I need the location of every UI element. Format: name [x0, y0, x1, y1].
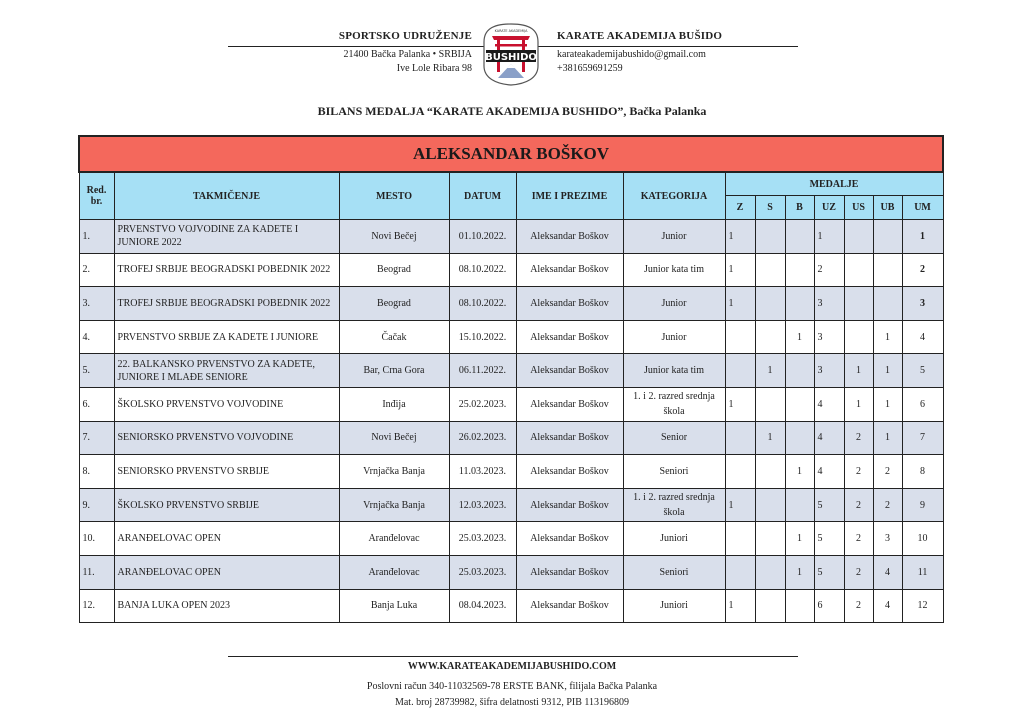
medal-ub: 1 — [873, 320, 902, 354]
club-association-label: SPORTSKO UDRUŽENJE — [338, 30, 472, 42]
header-right — [557, 30, 722, 76]
competition-place: Čačak — [339, 320, 449, 354]
col-header-z: Z — [725, 196, 755, 220]
competition-category: Junior kata tim — [623, 354, 725, 388]
medal-b — [785, 287, 814, 321]
table-row — [79, 522, 943, 556]
medal-um: 4 — [902, 320, 943, 354]
document-title: BILANS MEDALJA “KARATE AKADEMIJA BUSHIDO”, Bačka Palanka — [317, 104, 707, 118]
club-name: KARATE AKADEMIJA BUŠIDO — [557, 30, 723, 42]
address-line-1: 21400 Bačka Palanka • SRBIJA — [343, 49, 472, 60]
col-header-place: MESTO — [339, 172, 449, 220]
medal-b — [785, 387, 814, 421]
medal-us: 2 — [844, 555, 873, 589]
medal-us: 2 — [844, 421, 873, 455]
medal-z — [725, 522, 755, 556]
table-row — [79, 220, 943, 254]
medal-uz: 4 — [814, 421, 844, 455]
competition-date: 11.03.2023. — [449, 455, 516, 489]
medal-b: 1 — [785, 455, 814, 489]
medal-z — [725, 320, 755, 354]
medal-s: 1 — [755, 354, 785, 388]
col-header-b: B — [785, 196, 814, 220]
competition-place: Beograd — [339, 287, 449, 321]
medal-uz: 4 — [814, 455, 844, 489]
competition-date: 12.03.2023. — [449, 488, 516, 522]
medal-um: 9 — [902, 488, 943, 522]
competition-date: 26.02.2023. — [449, 421, 516, 455]
competition-place: Vrnjačka Banja — [339, 488, 449, 522]
medal-uz: 2 — [814, 253, 844, 287]
logo-text: BUSHIDO — [485, 52, 537, 63]
competition-name: PRVENSTVO SRBIJE ZA KADETE I JUNIORE — [114, 320, 339, 354]
medal-um: 7 — [902, 421, 943, 455]
competition-date: 08.10.2022. — [449, 287, 516, 321]
medal-b — [785, 589, 814, 623]
table-row — [79, 320, 943, 354]
row-number: 1. — [79, 220, 114, 254]
athlete-full-name: Aleksandar Boškov — [516, 320, 623, 354]
logo-small-text: KARATE AKADEMIJA — [494, 29, 528, 33]
competition-category: Seniori — [623, 455, 725, 489]
medal-z — [725, 555, 755, 589]
medal-us: 2 — [844, 455, 873, 489]
table-row — [79, 488, 943, 522]
footer-divider — [228, 656, 798, 657]
medal-b — [785, 488, 814, 522]
medal-s: 1 — [755, 421, 785, 455]
col-header-date: DATUM — [449, 172, 516, 220]
competition-place: Beograd — [339, 253, 449, 287]
competition-category: Junior kata tim — [623, 253, 725, 287]
medal-um: 5 — [902, 354, 943, 388]
col-header-um: UM — [902, 196, 943, 220]
competition-place: Vrnjačka Banja — [339, 455, 449, 489]
contact-email: karateakademijabushido@gmail.com — [557, 49, 706, 60]
competition-category: 1. i 2. razred srednja škola — [623, 387, 725, 421]
competition-date: 06.11.2022. — [449, 354, 516, 388]
competition-date: 25.03.2023. — [449, 522, 516, 556]
col-header-us: US — [844, 196, 873, 220]
medal-uz: 4 — [814, 387, 844, 421]
competition-date: 08.10.2022. — [449, 253, 516, 287]
medal-ub: 2 — [873, 488, 902, 522]
athlete-full-name: Aleksandar Boškov — [516, 455, 623, 489]
medal-b: 1 — [785, 320, 814, 354]
medal-ub — [873, 253, 902, 287]
athlete-full-name: Aleksandar Boškov — [516, 522, 623, 556]
competition-name: 22. BALKANSKO PRVENSTVO ZA KADETE, JUNIORE I MLAĐE SENIORE — [114, 354, 339, 388]
medal-us: 2 — [844, 488, 873, 522]
medal-ub: 1 — [873, 387, 902, 421]
competition-date: 08.04.2023. — [449, 589, 516, 623]
medal-s — [755, 455, 785, 489]
table-row — [79, 354, 943, 388]
medal-us: 1 — [844, 354, 873, 388]
medal-z — [725, 455, 755, 489]
footer-website: WWW.KARATEAKADEMIJABUSHIDO.COM — [407, 661, 617, 672]
medal-s — [755, 253, 785, 287]
table-row — [79, 253, 943, 287]
competition-category: Seniori — [623, 555, 725, 589]
medal-z: 1 — [725, 488, 755, 522]
row-number: 4. — [79, 320, 114, 354]
medal-s — [755, 488, 785, 522]
medal-us: 1 — [844, 387, 873, 421]
competition-category: Senior — [623, 421, 725, 455]
row-number: 5. — [79, 354, 114, 388]
competition-name: ARANĐELOVAC OPEN — [114, 555, 339, 589]
athlete-full-name: Aleksandar Boškov — [516, 387, 623, 421]
table-row — [79, 387, 943, 421]
table-row — [79, 555, 943, 589]
header-left — [300, 30, 472, 76]
bushido-logo — [480, 22, 542, 86]
col-header-medals: MEDALJE — [725, 172, 943, 196]
medal-us — [844, 320, 873, 354]
medal-ub: 4 — [873, 589, 902, 623]
medal-um: 6 — [902, 387, 943, 421]
competition-place: Inđija — [339, 387, 449, 421]
col-header-category: KATEGORIJA — [623, 172, 725, 220]
medal-b — [785, 220, 814, 254]
medal-z: 1 — [725, 253, 755, 287]
competition-place: Aranđelovac — [339, 555, 449, 589]
competition-date: 25.03.2023. — [449, 555, 516, 589]
medal-z: 1 — [725, 589, 755, 623]
col-header-competition: TAKMIČENJE — [114, 172, 339, 220]
medal-uz: 5 — [814, 488, 844, 522]
address-line-2: Ive Lole Ribara 98 — [396, 63, 472, 74]
medal-us — [844, 287, 873, 321]
row-number: 8. — [79, 455, 114, 489]
medal-s — [755, 220, 785, 254]
competition-name: ŠKOLSKO PRVENSTVO SRBIJE — [114, 488, 339, 522]
competition-place: Banja Luka — [339, 589, 449, 623]
col-header-s: S — [755, 196, 785, 220]
medal-b — [785, 354, 814, 388]
medal-um: 8 — [902, 455, 943, 489]
medal-ub: 1 — [873, 421, 902, 455]
table-row — [79, 287, 943, 321]
col-header-uz: UZ — [814, 196, 844, 220]
athlete-name-row — [79, 136, 943, 172]
medal-b — [785, 253, 814, 287]
medal-z — [725, 354, 755, 388]
medal-uz: 1 — [814, 220, 844, 254]
competition-date: 25.02.2023. — [449, 387, 516, 421]
competition-place: Aranđelovac — [339, 522, 449, 556]
table-row — [79, 589, 943, 623]
medal-uz: 6 — [814, 589, 844, 623]
medal-uz: 3 — [814, 320, 844, 354]
medal-s — [755, 387, 785, 421]
athlete-full-name: Aleksandar Boškov — [516, 287, 623, 321]
medal-table — [78, 135, 944, 623]
row-number: 7. — [79, 421, 114, 455]
row-number: 12. — [79, 589, 114, 623]
competition-category: Juniori — [623, 589, 725, 623]
header-row-1 — [79, 172, 943, 196]
medal-z: 1 — [725, 387, 755, 421]
table-row — [79, 421, 943, 455]
medal-um: 1 — [902, 220, 943, 254]
medal-uz: 3 — [814, 287, 844, 321]
medal-s — [755, 522, 785, 556]
competition-place: Novi Bečej — [339, 421, 449, 455]
medal-ub — [873, 220, 902, 254]
competition-category: 1. i 2. razred srednja škola — [623, 488, 725, 522]
medal-ub: 3 — [873, 522, 902, 556]
contact-phone: +381659691259 — [557, 63, 623, 74]
medal-s — [755, 589, 785, 623]
medal-s — [755, 287, 785, 321]
row-number: 10. — [79, 522, 114, 556]
medal-us — [844, 253, 873, 287]
row-number: 2. — [79, 253, 114, 287]
medal-us — [844, 220, 873, 254]
medal-ub: 2 — [873, 455, 902, 489]
athlete-full-name: Aleksandar Boškov — [516, 488, 623, 522]
medal-um: 2 — [902, 253, 943, 287]
competition-place: Bar, Crna Gora — [339, 354, 449, 388]
competition-name: SENIORSKO PRVENSTVO VOJVODINE — [114, 421, 339, 455]
competition-category: Juniori — [623, 522, 725, 556]
medal-um: 10 — [902, 522, 943, 556]
competition-date: 01.10.2022. — [449, 220, 516, 254]
medal-uz: 3 — [814, 354, 844, 388]
competition-category: Junior — [623, 320, 725, 354]
athlete-full-name: Aleksandar Boškov — [516, 220, 623, 254]
medal-ub: 4 — [873, 555, 902, 589]
athlete-full-name: Aleksandar Boškov — [516, 253, 623, 287]
medal-um: 3 — [902, 287, 943, 321]
footer-registration-info: Mat. broj 28739982, šifra delatnosti 9312, PIB 113196809 — [394, 697, 630, 708]
col-header-no: Red. br. — [79, 172, 114, 220]
athlete-full-name: Aleksandar Boškov — [516, 421, 623, 455]
competition-name: SENIORSKO PRVENSTVO SRBIJE — [114, 455, 339, 489]
footer-bank-info: Poslovni račun 340-11032569-78 ERSTE BANK, filijala Bačka Palanka — [366, 681, 658, 692]
competition-date: 15.10.2022. — [449, 320, 516, 354]
medal-b — [785, 421, 814, 455]
athlete-full-name: Aleksandar Boškov — [516, 354, 623, 388]
medal-ub — [873, 287, 902, 321]
competition-name: ARANĐELOVAC OPEN — [114, 522, 339, 556]
medal-uz: 5 — [814, 522, 844, 556]
col-header-name: IME I PREZIME — [516, 172, 623, 220]
competition-category: Junior — [623, 220, 725, 254]
row-number: 9. — [79, 488, 114, 522]
athlete-full-name: Aleksandar Boškov — [516, 589, 623, 623]
competition-name: ŠKOLSKO PRVENSTVO VOJVODINE — [114, 387, 339, 421]
row-number: 11. — [79, 555, 114, 589]
table-row — [79, 455, 943, 489]
competition-name: BANJA LUKA OPEN 2023 — [114, 589, 339, 623]
medal-s — [755, 555, 785, 589]
col-header-ub: UB — [873, 196, 902, 220]
row-number: 6. — [79, 387, 114, 421]
medal-b: 1 — [785, 522, 814, 556]
medal-um: 12 — [902, 589, 943, 623]
athlete-full-name: Aleksandar Boškov — [516, 555, 623, 589]
medal-z — [725, 421, 755, 455]
row-number: 3. — [79, 287, 114, 321]
medal-us: 2 — [844, 522, 873, 556]
medal-z: 1 — [725, 220, 755, 254]
athlete-name: ALEKSANDAR BOŠKOV — [79, 136, 943, 172]
competition-category: Junior — [623, 287, 725, 321]
competition-name: TROFEJ SRBIJE BEOGRADSKI POBEDNIK 2022 — [114, 287, 339, 321]
competition-place: Novi Bečej — [339, 220, 449, 254]
competition-name: PRVENSTVO VOJVODINE ZA KADETE I JUNIORE 2022 — [114, 220, 339, 254]
competition-name: TROFEJ SRBIJE BEOGRADSKI POBEDNIK 2022 — [114, 253, 339, 287]
medal-uz: 5 — [814, 555, 844, 589]
medal-us: 2 — [844, 589, 873, 623]
medal-ub: 1 — [873, 354, 902, 388]
medal-z: 1 — [725, 287, 755, 321]
medal-b: 1 — [785, 555, 814, 589]
medal-um: 11 — [902, 555, 943, 589]
medal-s — [755, 320, 785, 354]
